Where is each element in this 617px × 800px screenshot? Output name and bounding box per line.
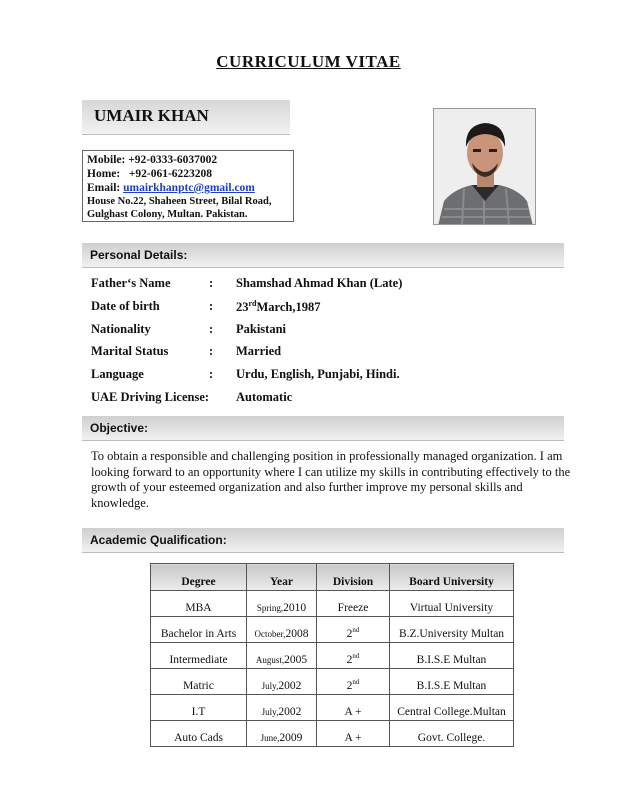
dob-day: 23	[236, 300, 249, 315]
degree-cell: Auto Cads	[151, 721, 247, 747]
language-value: Urdu, English, Punjabi, Hindi.	[236, 367, 400, 381]
degree-cell: Matric	[151, 669, 247, 695]
year-value: 2008	[285, 628, 309, 640]
year-month: Spring,	[256, 603, 284, 613]
year-value: 2010	[283, 602, 307, 614]
colon: :	[209, 322, 214, 336]
personal-details-title: Personal Details:	[90, 248, 188, 262]
board-cell: Virtual University	[390, 591, 514, 617]
division-cell	[317, 695, 390, 721]
year-month: October,	[254, 629, 286, 639]
dob-rest: March,1987	[256, 300, 321, 315]
year-value: 2002	[278, 706, 302, 718]
header-year: Year	[247, 564, 317, 591]
nationality-value: Pakistani	[236, 322, 287, 336]
academic-title: Academic Qualification:	[90, 533, 227, 547]
division-suffix: nd	[352, 626, 360, 635]
table-row	[151, 591, 514, 617]
dob-suffix: rd	[248, 299, 257, 308]
profile-photo-image	[434, 109, 536, 225]
dob-label: Date of birth	[91, 299, 160, 313]
header-degree: Degree	[151, 564, 247, 591]
candidate-name: UMAIR KHAN	[94, 106, 209, 125]
colon: :	[209, 299, 214, 313]
colon: :	[209, 276, 214, 290]
colon: :	[209, 367, 214, 381]
year-month: June,	[260, 733, 280, 743]
fathers-name-label: Father‘s Name	[91, 276, 171, 290]
objective-title: Objective:	[90, 421, 149, 435]
board-cell: Govt. College.	[390, 721, 514, 747]
year-cell	[247, 617, 317, 643]
home-number: Home: +92-061-6223208	[87, 168, 213, 180]
board-cell: B.Z.University Multan	[390, 617, 514, 643]
academic-table-body	[151, 591, 514, 747]
board-cell: B.I.S.E Multan	[390, 669, 514, 695]
nationality-label: Nationality	[91, 322, 151, 336]
division-value: Freeze	[337, 602, 369, 614]
year-month: August,	[255, 655, 285, 665]
table-row	[151, 669, 514, 695]
division-cell	[317, 669, 390, 695]
board-cell: Central College.Multan	[390, 695, 514, 721]
academic-table	[150, 563, 514, 747]
objective-header	[82, 416, 564, 441]
table-row	[151, 643, 514, 669]
division-value: 2	[346, 628, 353, 640]
fathers-name-value: Shamshad Ahmad Khan (Late)	[236, 276, 403, 290]
year-cell	[247, 591, 317, 617]
email-label: Email:	[87, 182, 124, 194]
table-row	[151, 695, 514, 721]
degree-cell: MBA	[151, 591, 247, 617]
division-value: 2	[346, 654, 353, 666]
division-suffix: nd	[352, 678, 360, 687]
table-row	[151, 617, 514, 643]
address-line-2: Gulghast Colony, Multan. Pakistan.	[87, 209, 248, 220]
year-month: July,	[261, 707, 279, 717]
dob-value	[236, 299, 321, 315]
division-cell	[317, 617, 390, 643]
table-header-row	[151, 564, 514, 591]
marital-status-value: Married	[236, 344, 282, 358]
degree-cell: Intermediate	[151, 643, 247, 669]
division-cell	[317, 591, 390, 617]
license-label: UAE Driving License:	[91, 390, 210, 404]
email-line	[87, 181, 289, 195]
address-line-1: House No.22, Shaheen Street, Bilal Road,	[87, 196, 272, 207]
header-division: Division	[317, 564, 390, 591]
mobile-number: Mobile: +92-0333-6037002	[87, 154, 218, 166]
colon: :	[209, 344, 214, 358]
marital-status-label: Marital Status	[91, 344, 169, 358]
year-value: 2009	[279, 732, 303, 744]
profile-photo	[433, 108, 536, 225]
division-cell	[317, 721, 390, 747]
name-banner	[82, 100, 290, 135]
year-value: 2005	[284, 654, 308, 666]
year-month: July,	[261, 681, 279, 691]
board-cell: B.I.S.E Multan	[390, 643, 514, 669]
degree-cell: Bachelor in Arts	[151, 617, 247, 643]
year-cell	[247, 643, 317, 669]
year-cell	[247, 695, 317, 721]
personal-details-header	[82, 243, 564, 268]
year-cell	[247, 669, 317, 695]
division-suffix: nd	[352, 652, 360, 661]
document-title: CURRICULUM VITAE	[216, 52, 401, 71]
objective-text: To obtain a responsible and challenging position in professionally managed organization. I am looking forward to an opportunity where I can utilize my skills in contributing effectively to the growth of your esteemed organization and also further improve my personal skills and knowledge.	[91, 449, 571, 510]
language-label: Language	[91, 367, 144, 381]
division-cell	[317, 643, 390, 669]
division-value: A +	[344, 732, 362, 744]
contact-box	[82, 150, 294, 222]
table-row	[151, 721, 514, 747]
year-cell	[247, 721, 317, 747]
header-board: Board University	[390, 564, 514, 591]
email-link[interactable]: umairkhanptc@gmail.com	[123, 182, 255, 194]
license-value: Automatic	[236, 390, 293, 404]
degree-cell: I.T	[151, 695, 247, 721]
division-value: A +	[344, 706, 362, 718]
division-value: 2	[346, 680, 353, 692]
year-value: 2002	[278, 680, 302, 692]
academic-header	[82, 528, 564, 553]
